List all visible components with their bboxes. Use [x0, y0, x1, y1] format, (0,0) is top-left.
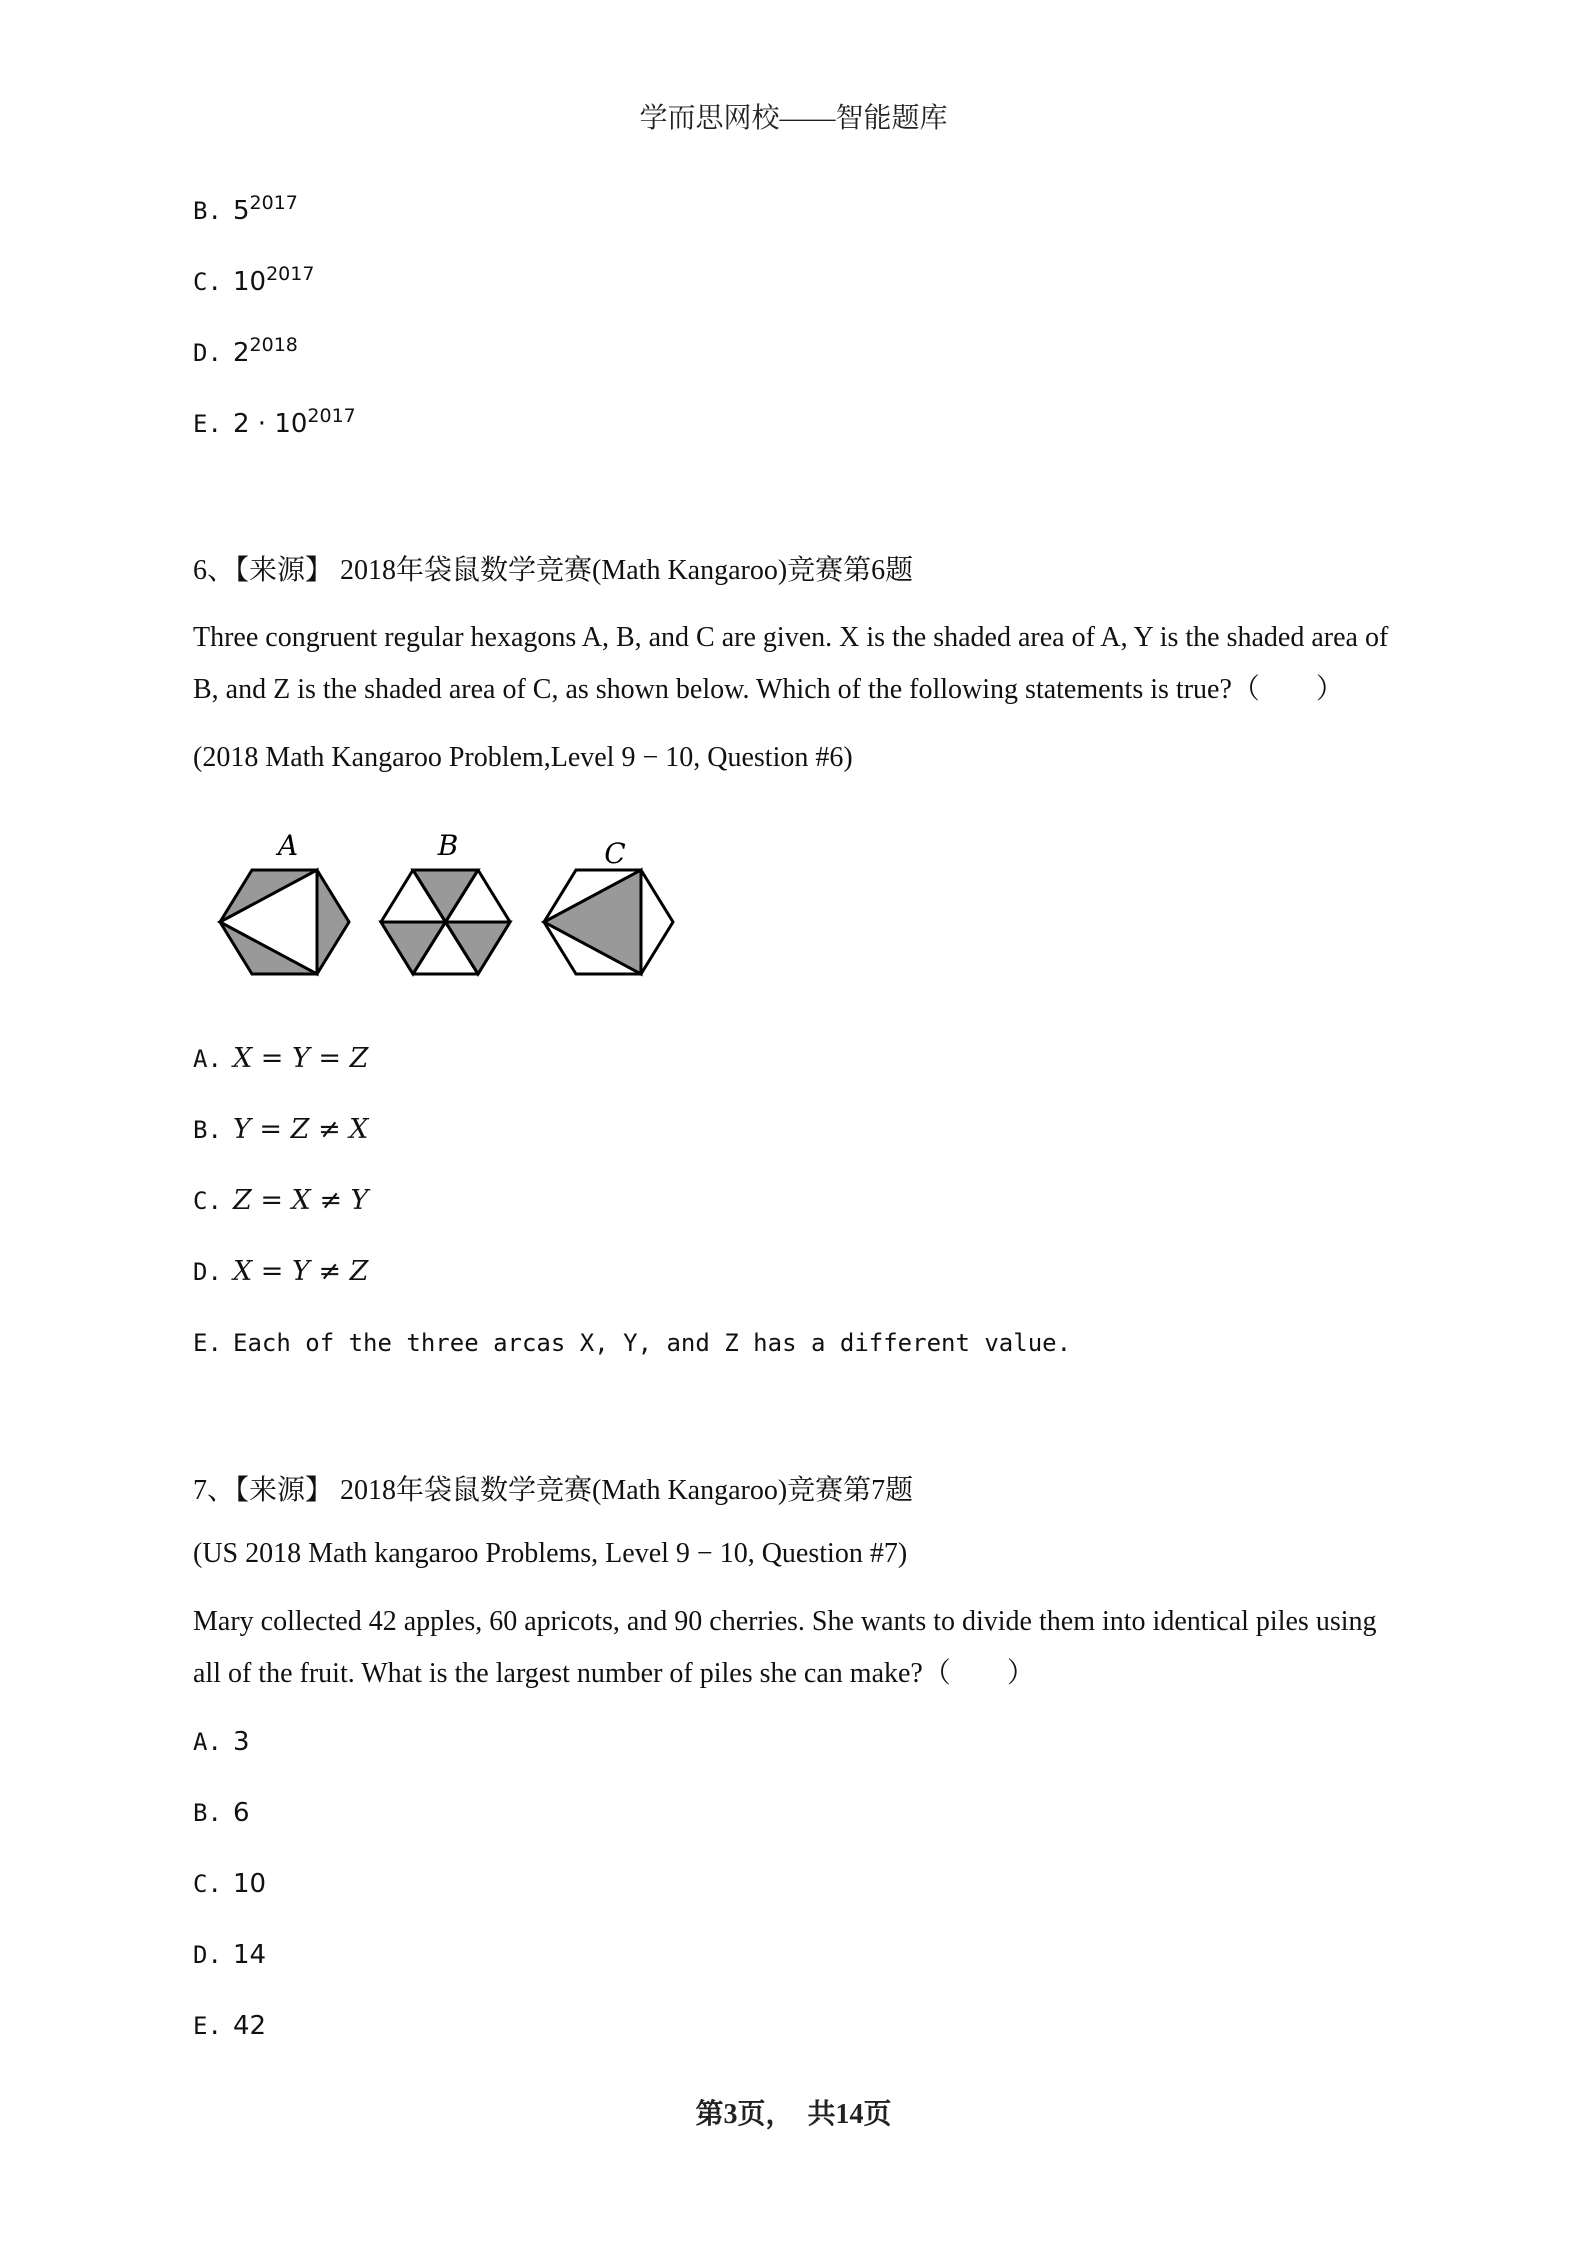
q7-text-line1: Mary collected 42 apples, 60 apricots, and 90 cherries. She wants to divide them into identical piles using	[193, 1606, 1377, 1637]
q7-number: 7、	[193, 1475, 236, 1506]
q7-option-c[interactable]	[193, 1868, 266, 1899]
q7-reference: (US 2018 Math kangaroo Problems, Level 9 − 10, Question #7)	[193, 1538, 908, 1569]
hexagon-figure	[210, 815, 690, 995]
option-text: X = Y ≠ Z	[233, 1256, 369, 1287]
q6-option-b[interactable]	[193, 1114, 368, 1145]
hexagon-a-label: A	[277, 829, 299, 862]
q6-option-c[interactable]	[193, 1185, 368, 1216]
q7-option-d[interactable]	[193, 1939, 266, 1970]
option-letter: A.	[193, 1728, 222, 1756]
option-letter: E.	[193, 1329, 222, 1357]
prev-option-b[interactable]	[193, 192, 298, 226]
option-exponent: 2017	[266, 263, 315, 285]
q7-option-b[interactable]	[193, 1797, 250, 1828]
hexagon-b-label: B	[437, 829, 459, 862]
option-letter: C.	[193, 268, 222, 296]
option-text: 42	[233, 2011, 267, 2041]
option-letter: E.	[193, 410, 222, 438]
q6-text-line2: B, and Z is the shaded area of C, as shown below. Which of the following statements is true?（ ）	[193, 674, 1344, 705]
option-text: 10	[233, 1869, 267, 1899]
hexagon-b	[381, 829, 510, 974]
option-text: 3	[233, 1727, 250, 1757]
option-text: Z = X ≠ Y	[233, 1185, 369, 1216]
option-base: 5	[233, 196, 250, 226]
option-letter: D.	[193, 339, 222, 367]
q7-option-e[interactable]	[193, 2010, 266, 2041]
option-text: X = Y = Z	[233, 1043, 369, 1074]
q6-text-line1: Three congruent regular hexagons A, B, and C are given. X is the shaded area of A, Y is the shaded area of	[193, 622, 1389, 653]
page-footer: 第3页， 共14页	[695, 2099, 892, 2130]
prev-option-d[interactable]	[193, 334, 298, 368]
option-base: 2	[233, 338, 250, 368]
option-base: 2 · 10	[233, 409, 308, 439]
hexagon-a	[220, 829, 349, 974]
option-letter: D.	[193, 1941, 222, 1969]
q7-source: 【来源】 2018年袋鼠数学竞赛(Math Kangaroo)竞赛第7题	[235, 1475, 914, 1506]
option-text: 6	[233, 1798, 250, 1828]
option-letter: E.	[193, 2012, 222, 2040]
option-exponent: 2017	[307, 405, 356, 427]
option-exponent: 2017	[249, 192, 298, 214]
q6-number: 6、	[193, 555, 236, 586]
hexagon-c-label: C	[604, 837, 626, 870]
hexagon-c	[544, 837, 673, 974]
q7-text	[193, 1596, 1403, 1700]
page-header: 学而思网校——智能题库	[639, 103, 948, 134]
option-text: Each of the three arcas X, Y, and Z has a different value.	[233, 1329, 1072, 1357]
q6-option-a[interactable]	[193, 1043, 368, 1074]
option-letter: C.	[193, 1870, 222, 1898]
option-letter: B.	[193, 197, 222, 225]
q7-option-a[interactable]	[193, 1726, 250, 1757]
q6-source: 【来源】 2018年袋鼠数学竞赛(Math Kangaroo)竞赛第6题	[235, 555, 914, 586]
q6-option-d[interactable]	[193, 1256, 368, 1287]
option-text: 14	[233, 1940, 267, 1970]
q6-heading	[193, 548, 913, 588]
q6-reference: (2018 Math Kangaroo Problem,Level 9 − 10, Question #6)	[193, 742, 853, 773]
prev-option-c[interactable]	[193, 263, 314, 297]
option-letter: A.	[193, 1045, 222, 1073]
option-letter: B.	[193, 1799, 222, 1827]
q6-option-e[interactable]	[193, 1327, 1071, 1358]
q6-text	[193, 612, 1403, 716]
option-letter: B.	[193, 1116, 222, 1144]
prev-option-e[interactable]	[193, 405, 356, 439]
option-text: Y = Z ≠ X	[233, 1114, 369, 1145]
q7-heading	[193, 1468, 913, 1508]
option-letter: D.	[193, 1258, 222, 1286]
q7-text-line2: all of the fruit. What is the largest number of piles she can make?（ ）	[193, 1658, 1035, 1689]
option-exponent: 2018	[249, 334, 298, 356]
option-base: 10	[233, 267, 267, 297]
option-letter: C.	[193, 1187, 222, 1215]
